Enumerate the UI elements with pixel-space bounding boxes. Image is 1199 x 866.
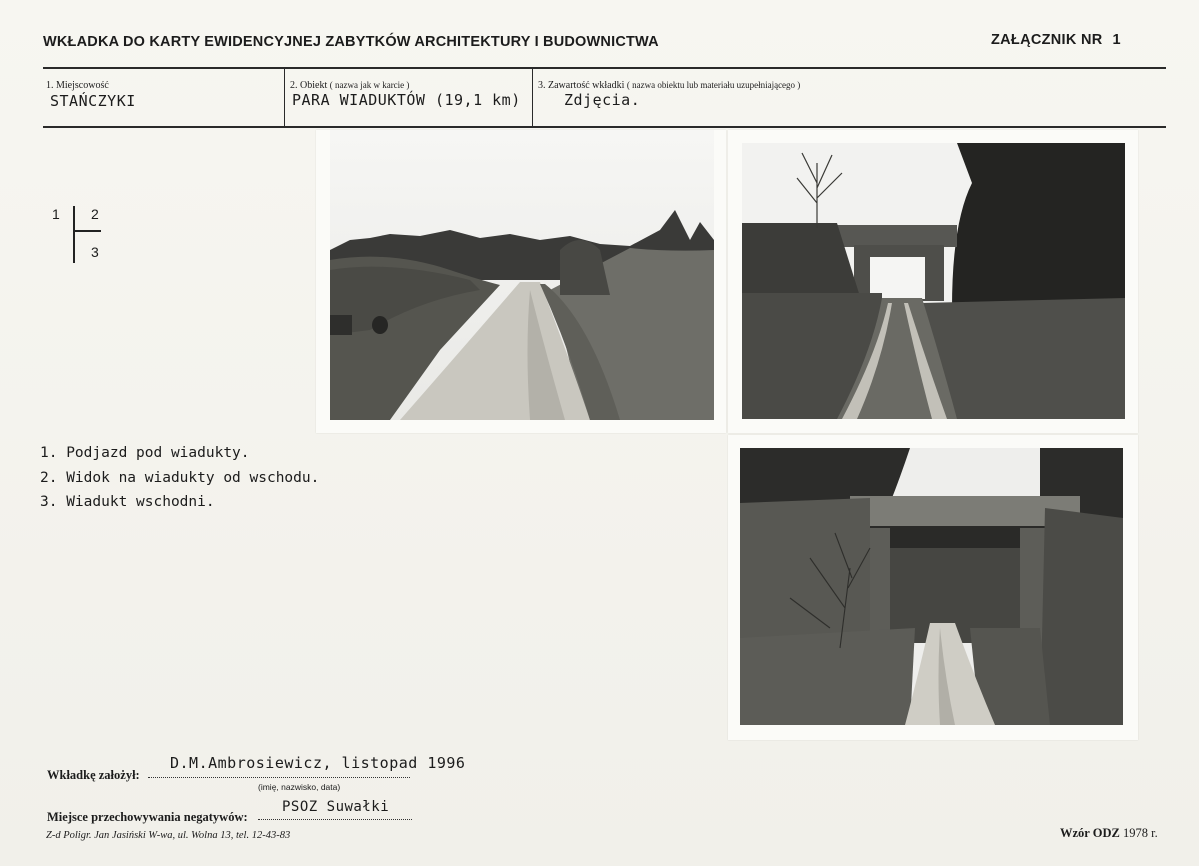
photo-2-east-view [742, 143, 1125, 419]
locality-label: 1. Miejscowość [46, 80, 109, 91]
caption-3: 3. Wiadukt wschodni. [40, 494, 215, 510]
created-by-hint: (imię, nazwisko, data) [258, 782, 341, 792]
object-label [290, 80, 409, 91]
header-rule-bottom [43, 126, 1166, 128]
layout-key-vertical [73, 206, 75, 263]
caption-2: 2. Widok na wiadukty od wschodu. [40, 469, 320, 486]
object-label-note: ( nazwa jak w karcie ) [329, 80, 410, 90]
photo-1-road-approach [330, 130, 714, 420]
form-model [1060, 826, 1158, 841]
created-by-label: Wkładkę założył: [47, 768, 140, 782]
photo-3-east-viaduct [740, 448, 1123, 725]
annex-label [991, 32, 1121, 48]
printer-imprint: Z-d Poligr. Jan Jasiński W-wa, ul. Wolna 13, tel. 12-43-83 [46, 830, 291, 841]
photo-layout-key [52, 204, 112, 264]
created-by-line [148, 777, 410, 778]
photo-card-3 [728, 435, 1138, 740]
form-title: WKŁADKA DO KARTY EWIDENCYJNEJ ZABYTKÓW ARCHITEKTURY I BUDOWNICTWA [43, 34, 659, 50]
contents-label [538, 80, 800, 91]
annex-label-text: ZAŁĄCZNIK NR [991, 32, 1103, 48]
header-rule-top [43, 67, 1166, 69]
negatives-line [258, 819, 412, 820]
form-model-label: Wzór ODZ [1060, 826, 1120, 840]
negatives-label: Miejsce przechowywania negatywów: [47, 810, 248, 824]
layout-key-3: 3 [91, 244, 99, 260]
photo-captions [40, 441, 319, 515]
form-model-year: 1978 r. [1122, 826, 1158, 840]
layout-key-horizontal [74, 230, 101, 232]
layout-key-1: 1 [52, 206, 60, 222]
caption-1: 1. Podjazd pod wiadukty. [40, 445, 250, 461]
contents-value: Zdjęcia. [564, 91, 641, 109]
negatives-value: PSOZ Suwałki [282, 799, 390, 815]
layout-key-2: 2 [91, 206, 99, 222]
object-value: PARA WIADUKTÓW (19,1 km) [292, 91, 521, 109]
contents-label-text: 3. Zawartość wkładki [538, 80, 625, 91]
photo-card-1 [316, 130, 726, 433]
annex-number: 1 [1112, 32, 1121, 48]
created-by-value: D.M.Ambrosiewicz, listopad 1996 [170, 754, 466, 772]
field-divider-2 [532, 69, 533, 126]
locality-value: STAŃCZYKI [50, 92, 136, 110]
photo-card-2 [728, 130, 1138, 433]
contents-label-note: ( nazwa obiektu lub materiału uzupełniającego ) [626, 80, 801, 90]
field-divider-1 [284, 69, 285, 126]
object-label-text: 2. Obiekt [290, 80, 328, 91]
